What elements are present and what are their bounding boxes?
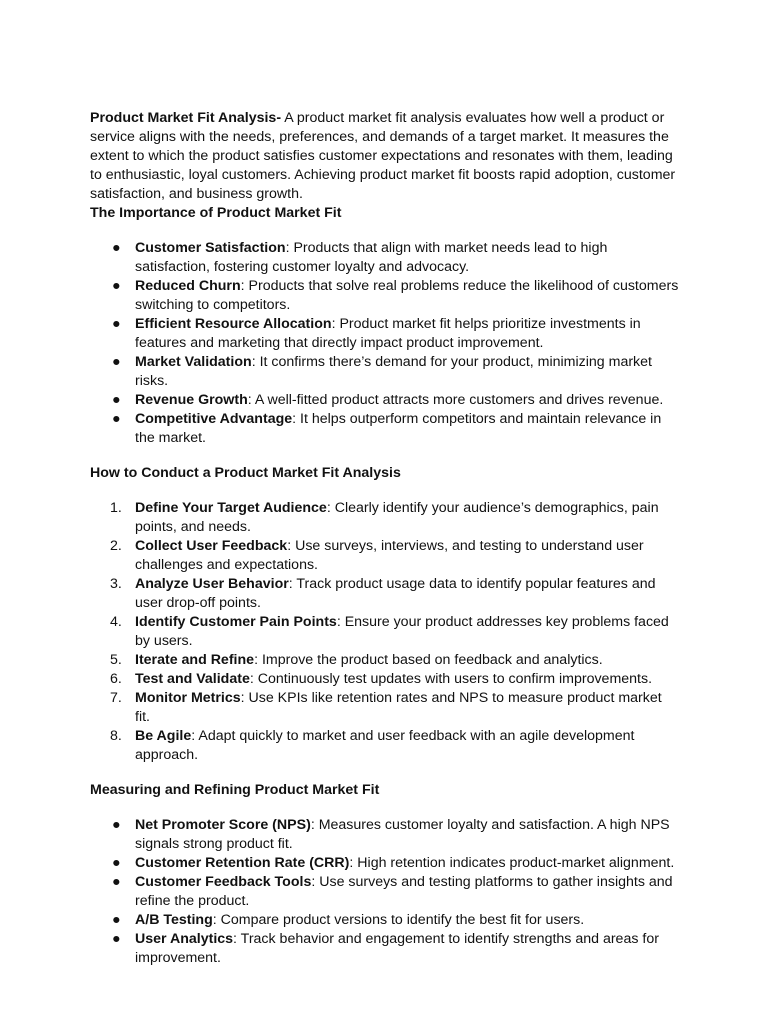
bullet: ● [112, 817, 121, 833]
list-item [90, 670, 680, 689]
item-term: Collect User Feedback [135, 538, 288, 554]
item-text: : Track product usage data to identify popular features and user drop-off points. [135, 576, 656, 611]
item-number: 7. [110, 690, 122, 706]
list-item [90, 499, 680, 537]
list-item [90, 816, 680, 854]
item-text: : Adapt quickly to market and user feedback with an agile development approach. [135, 728, 635, 763]
item-text: : Continuously test updates with users to confirm improvements. [249, 671, 653, 687]
list-item [90, 689, 680, 727]
item-number: 5. [110, 652, 122, 668]
list-item [90, 391, 680, 410]
item-text: : Products that align with market needs lead to high satisfaction, fostering customer loyalty and advocacy. [135, 240, 608, 275]
bullet: ● [112, 874, 121, 890]
item-term: Revenue Growth [135, 392, 248, 408]
howto-heading: How to Conduct a Product Market Fit Analysis [90, 465, 401, 481]
list-item [90, 353, 680, 391]
item-term: Analyze User Behavior [135, 576, 289, 592]
item-text: : It helps outperform competitors and maintain relevance in the market. [135, 411, 662, 446]
spacer [90, 765, 680, 781]
item-number: 8. [110, 728, 122, 744]
item-text: : Use KPIs like retention rates and NPS to measure product market fit. [135, 690, 662, 725]
document-body [90, 109, 680, 968]
item-term: Customer Retention Rate (CRR) [135, 855, 350, 871]
list-item [90, 911, 680, 930]
list-item [90, 727, 680, 765]
intro-title: Product Market Fit Analysis- [90, 110, 282, 126]
list-item [90, 537, 680, 575]
list-item [90, 410, 680, 448]
bullet: ● [112, 855, 121, 871]
list-item [90, 873, 680, 911]
item-text: : It confirms there’s demand for your product, minimizing market risks. [135, 354, 652, 389]
bullet: ● [112, 316, 121, 332]
item-term: Customer Satisfaction [135, 240, 286, 256]
howto-list [90, 499, 680, 765]
spacer [90, 800, 680, 816]
spacer [90, 448, 680, 464]
item-term: Be Agile [135, 728, 192, 744]
item-text: : Products that solve real problems reduce the likelihood of customers switching to competitors. [135, 278, 679, 313]
bullet: ● [112, 392, 121, 408]
list-item [90, 277, 680, 315]
bullet: ● [112, 278, 121, 294]
bullet: ● [112, 912, 121, 928]
item-number: 4. [110, 614, 122, 630]
item-number: 2. [110, 538, 122, 554]
item-text: : Product market fit helps prioritize investments in features and marketing that directly impact product improvement. [135, 316, 641, 351]
item-term: Customer Feedback Tools [135, 874, 312, 890]
item-term: User Analytics [135, 931, 234, 947]
list-item [90, 651, 680, 670]
item-term: Efficient Resource Allocation [135, 316, 332, 332]
item-number: 3. [110, 576, 122, 592]
item-text: : High retention indicates product-market alignment. [349, 855, 675, 871]
bullet: ● [112, 931, 121, 947]
list-item [90, 930, 680, 968]
item-text: : Compare product versions to identify the best fit for users. [212, 912, 585, 928]
intro-paragraph [90, 109, 680, 204]
bullet: ● [112, 240, 121, 256]
list-item [90, 315, 680, 353]
spacer [90, 483, 680, 499]
item-term: Iterate and Refine [135, 652, 255, 668]
list-item [90, 239, 680, 277]
item-term: Net Promoter Score (NPS) [135, 817, 311, 833]
item-text: : Measures customer loyalty and satisfaction. A high NPS signals strong product fit. [135, 817, 670, 852]
item-text: : Ensure your product addresses key problems faced by users. [135, 614, 669, 649]
importance-list [90, 239, 680, 448]
item-number: 1. [110, 500, 122, 516]
intro-text: A product market fit analysis evaluates how well a product or service aligns with the needs, preferences, and demands of a target market. It measures the extent to which the product satisfies customer expectations and resonates with them, leading to enthusiastic, loyal customers. Achieving product market fit boosts rapid adoption, customer satisfaction, and business growth. [90, 110, 676, 202]
item-number: 6. [110, 671, 122, 687]
list-item [90, 854, 680, 873]
measuring-heading: Measuring and Refining Product Market Fit [90, 782, 380, 798]
item-term: Define Your Target Audience [135, 500, 327, 516]
bullet: ● [112, 411, 121, 427]
item-text: : Clearly identify your audience’s demographics, pain points, and needs. [135, 500, 659, 535]
item-text: : Track behavior and engagement to identify strengths and areas for improvement. [135, 931, 659, 966]
item-term: Test and Validate [135, 671, 250, 687]
importance-heading: The Importance of Product Market Fit [90, 205, 342, 221]
item-text: : Use surveys, interviews, and testing to understand user challenges and expectations. [135, 538, 644, 573]
item-text: : Improve the product based on feedback and analytics. [254, 652, 603, 668]
item-term: Market Validation [135, 354, 252, 370]
item-text: : Use surveys and testing platforms to gather insights and refine the product. [135, 874, 673, 909]
spacer [90, 223, 680, 239]
item-text: : A well-fitted product attracts more customers and drives revenue. [247, 392, 664, 408]
list-item [90, 575, 680, 613]
item-term: Reduced Churn [135, 278, 241, 294]
item-term: Monitor Metrics [135, 690, 241, 706]
item-term: Identify Customer Pain Points [135, 614, 337, 630]
item-term: Competitive Advantage [135, 411, 293, 427]
item-term: A/B Testing [135, 912, 213, 928]
measuring-list [90, 816, 680, 968]
bullet: ● [112, 354, 121, 370]
list-item [90, 613, 680, 651]
